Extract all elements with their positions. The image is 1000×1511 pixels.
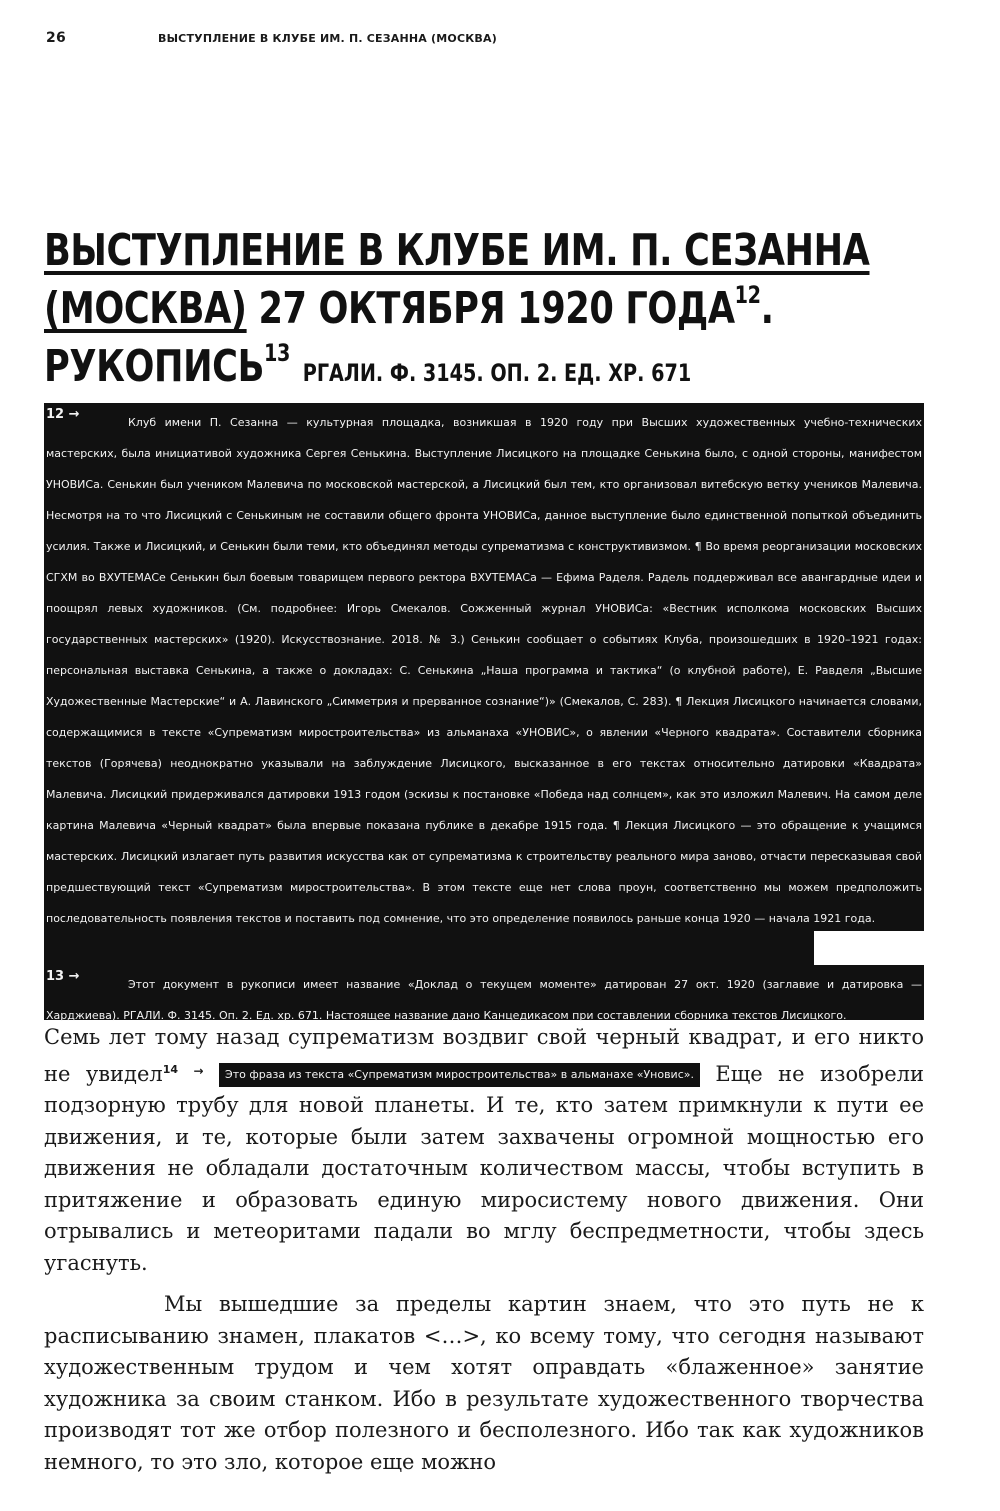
footnote-ref-12[interactable]: 12 bbox=[734, 281, 761, 309]
footnote-13-text: Этот документ в рукописи имеет название «Доклад о текущем моменте» датирован 27 окт. 1920 (заглавие и датировка — Харджиева). РГАЛИ. Ф. 3145. Оп. 2. Ед. хр. 671. Настоящее название дано Канцедикасом при составлении сборника текстов Лисицкого. bbox=[46, 978, 922, 1022]
footnote-13-marker: 13 → bbox=[46, 969, 80, 984]
blank-gap bbox=[814, 931, 926, 965]
article-heading bbox=[44, 222, 870, 402]
running-title: ВЫСТУПЛЕНИЕ В КЛУБЕ ИМ. П. СЕЗАННА (МОСКВА) bbox=[158, 32, 497, 45]
paragraph-2: Мы вышедшие за пределы картин знаем, что это путь не к расписыванию знамен, плакатов <…>, ко всему тому, что сегодня называют художественным трудом и чем хотят оправдать «блаженное» занятие художника за своим станком. Ибо в результате художественного творчества производят тот же отбор полезного и бесполезного. Ибо так как художников немного, то это зло, которое еще можно bbox=[44, 1292, 924, 1474]
page-number: 26 bbox=[46, 30, 66, 46]
arrow-icon: → bbox=[193, 1063, 204, 1078]
heading-line-3: РУКОПИСЬ$^{13}$РГАЛИ. Ф. 3145. ОП. 2. ЕД. ХР. 671 bbox=[44, 339, 692, 392]
footnote-ref-13[interactable]: 13 bbox=[264, 339, 290, 367]
heading-line-1: ВЫСТУПЛЕНИЕ В КЛУБЕ ИМ. П. СЕЗАННА bbox=[44, 225, 870, 276]
body-text bbox=[44, 1022, 924, 1478]
running-header bbox=[46, 30, 960, 50]
footnotes-block bbox=[44, 403, 924, 1020]
footnote-12 bbox=[46, 407, 922, 934]
footnote-12-marker: 12 → bbox=[46, 407, 80, 422]
footnote-12-text: Клуб имени П. Сезанна — культурная площадка, возникшая в 1920 году при Высших художественных учебно-технических мастерских, была инициативой художника Сергея Сенькина. Выступление Лисицкого на площадке Сенькина было, с одной стороны, манифестом УНОВИСа. Сенькин был учеником Малевича по московской мастерской, а Лисицкий был тем, кто организовал витебскую ветку учеников Малевича. Несмотря на то что Лисицкий с Сенькиным не составили общего фронта УНОВИСа, данное выступление было единственной попыткой объединить усилия. Также и Лисицкий, и Сенькин были теми, кто объединял методы супрематизма с конструктивизмом. ¶ Во время реорганизации московских СГХМ во ВХУТЕМАСе Сенькин был боевым товарищем первого ректора ВХУТЕМАСа — Ефима Раделя. Радель поддерживал все авангардные идеи и поощрял левых художников. (См. подробнее: Игорь Смекалов. Сожженный журнал УНОВИСа: «Вестник исполкома московских Высших государственных мастерских» (1920). Искусствознание. 2018. № 3.) Сенькин сообщает о событиях Клуба, произошедших в 1920–1921 годах: персональная выставка Сенькина, а также о докладах: С. Сенькина „Наша программа и тактика“ (о клубной работе), Е. Равделя „Высшие Художественные Мастерские“ и А. Лавинского „Симметрия и прерванное сознание“)» (Смекалов, С. 283). ¶ Лекция Лисицкого начинается словами, содержащимися в тексте «Супрематизм миростроительства» из альманаха «УНОВИС», о явлении «Черного квадрата». Составители сборника текстов (Горячева) неоднократно указывали на заблуждение Лисицкого, высказанное в его текстах относительно датировки «Квадрата» Малевича. Лисицкий придерживался датировки 1913 годом (эскизы к постановке «Победа над солнцем», как это изложил Малевич. На самом деле картина Малевича «Черный квадрат» была впервые показана публике в декабре 1915 года. ¶ Лекция Лисицкого — это обращение к учащимся мастерских. Лисицкий излагает путь развития искусства как от супрематизма к строительству реального мира заново, отчасти пересказывая свой предшествующий текст «Супрематизм миростроительства». В этом тексте еще нет слова проун, соответственно мы можем предположить последовательность появления текстов и поставить под сомнение, что это определение появилось раньше конца 1920 — начала 1921 года. bbox=[46, 416, 922, 925]
heading-line-2: (МОСКВА) 27 ОКТЯБРЯ 1920 ГОДА$^{12}$. bbox=[44, 281, 774, 334]
archive-reference: РГАЛИ. Ф. 3145. ОП. 2. ЕД. ХР. 671 bbox=[302, 359, 692, 387]
footnote-ref-14[interactable]: 14 bbox=[162, 1062, 179, 1076]
footnote-14-inline: Это фраза из текста «Супрематизм миростроительства» в альманахе «Уновис». bbox=[219, 1063, 700, 1087]
paragraph-1: Семь лет тому назад супрематизм воздвиг свой черный квадрат, и его никто не увидел$^{14}$ → Это фраза из текста «Супрематизм миростроительства» в альманахе «Уновис». Еще не изобрели подзорную трубу для новой планеты. И те, кто затем примкнули к пути ее движения, и те, которые были затем захвачены огромной мощностью его движения не обладали достаточным количеством массы, чтобы вступить в притяжение и образовать единую миросистему нового движения. Они отрывались и метеоритами падали во мглу беспредметности, чтобы здесь угаснуть. bbox=[44, 1025, 924, 1275]
